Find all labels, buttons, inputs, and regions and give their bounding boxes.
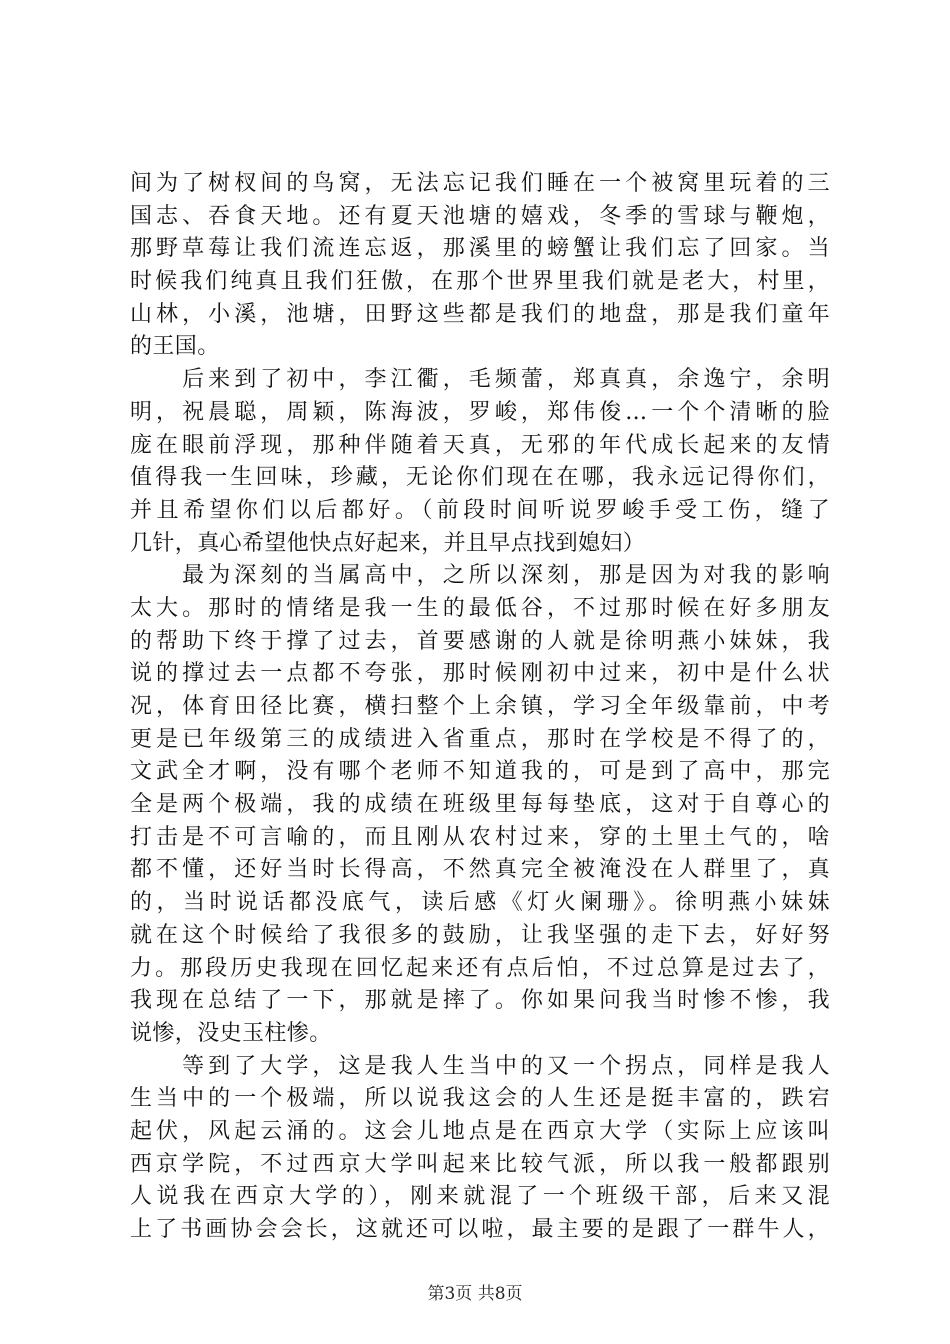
body-text [130,168,830,1247]
text-line: 况，体育田径比赛，横扫整个上余镇，学习全年级靠前，中考 [130,694,830,719]
text-line: 山林，小溪，池塘，田野这些都是我们的地盘，那是我们童年 [130,301,830,327]
text-line: 全是两个极端，我的成绩在班级里每每垫底，这对于自尊心的 [130,792,830,818]
text-line: 说的撑过去一点都不夸张，那时候刚初中过来，初中是什么状 [130,661,830,687]
text-line: 明，祝晨聪，周颖，陈海波，罗峻，郑伟俊…一个个清晰的脸 [130,399,830,425]
page-footer: 第3页 共8页 [427,1284,523,1304]
text-line: 我现在总结了一下，那就是摔了。你如果问我当时惨不惨，我 [130,988,830,1014]
text-line: 太大。那时的情绪是我一生的最低谷，不过那时候在好多朋友 [130,595,830,621]
text-line: 等到了大学，这是我人生当中的又一个拐点，同样是我人 [130,1053,830,1079]
text-line: 生当中的一个极端，所以说我这会的人生还是挺丰富的，跌宕 [130,1086,830,1112]
text-line: 值得我一生回味，珍藏，无论你们现在在哪，我永远记得你们， [130,465,830,491]
text-line: 文武全才啊，没有哪个老师不知道我的，可是到了高中，那完 [130,759,830,785]
text-line: 几针，真心希望他快点好起来，并且早点找到媳妇） [130,530,646,556]
text-line: 时候我们纯真且我们狂傲，在那个世界里我们就是老大，村里， [130,269,830,295]
text-line: 间为了树杈间的鸟窝，无法忘记我们睡在一个被窝里玩着的三 [130,171,830,196]
text-line: 就在这个时候给了我很多的鼓励，让我坚强的走下去，好好努 [130,922,830,948]
text-line: 国志、吞食天地。还有夏天池塘的嬉戏，冬季的雪球与鞭炮， [130,203,830,229]
text-line: 人说我在西京大学的），刚来就混了一个班级干部，后来又混 [130,1184,830,1210]
text-line: 更是已年级第三的成绩进入省重点，那时在学校是不得了的， [130,726,830,752]
text-line: 那野草莓让我们流连忘返，那溪里的螃蟹让我们忘了回家。当 [130,236,830,262]
text-line: 力。那段历史我现在回忆起来还有点后怕，不过总算是过去了， [130,955,830,981]
text-line: 最为深刻的当属高中，之所以深刻，那是因为对我的影响 [130,563,830,589]
text-line: 起伏，风起云涌的。这会儿地点是在西京大学（实际上应该叫 [130,1118,830,1144]
text-line: 上了书画协会会长，这就还可以啦，最主要的是跟了一群牛人， [130,1217,830,1242]
text-line: 都不懂，还好当时长得高，不然真完全被淹没在人群里了，真 [130,857,830,883]
text-line: 的王国。 [130,334,220,360]
text-line: 西京学院，不过西京大学叫起来比较气派，所以我一般都跟别 [130,1151,830,1177]
text-line: 并且希望你们以后都好。（前段时间听说罗峻手受工伤，缝了 [130,497,830,523]
text-line: 庞在眼前浮现，那种伴随着天真，无邪的年代成长起来的友情 [130,432,830,458]
text-line: 的帮助下终于撑了过去，首要感谢的人就是徐明燕小妹妹，我 [130,628,830,654]
text-line: 的，当时说话都没底气，读后感《灯火阑珊》。徐明燕小妹妹 [130,890,830,916]
text-line: 后来到了初中，李江衢，毛频蕾，郑真真，余逸宁，余明 [130,367,830,393]
text-line: 打击是不可言喻的，而且刚从农村过来，穿的土里土气的，啥 [130,824,830,850]
text-line: 说惨，没史玉柱惨。 [130,1020,332,1046]
